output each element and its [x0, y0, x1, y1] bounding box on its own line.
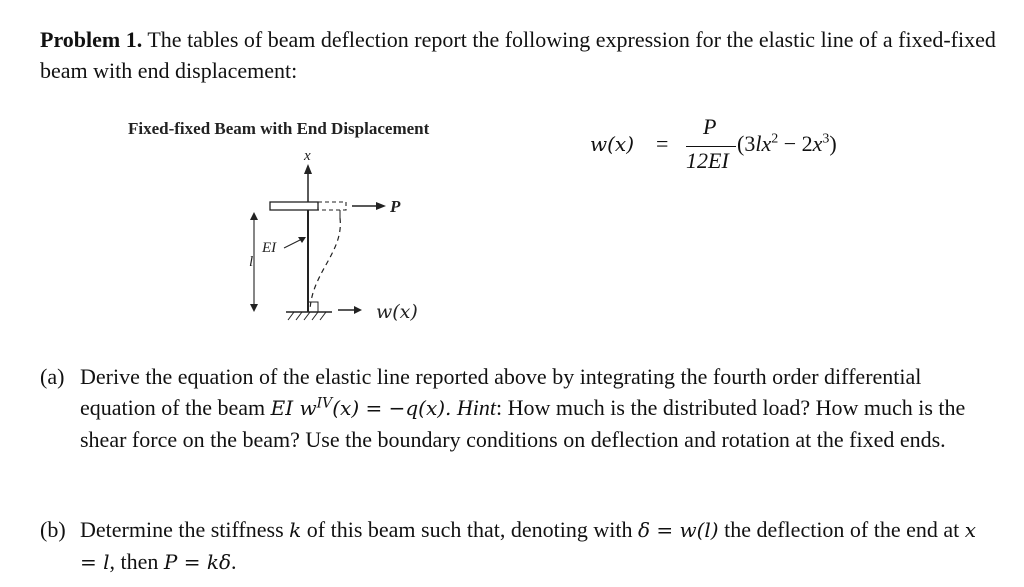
poly-close: )	[829, 131, 837, 156]
x-axis-arrowhead	[304, 164, 312, 174]
load-arrowhead	[376, 202, 386, 210]
equation-equals: =	[656, 131, 669, 156]
elastic-line-equation	[590, 114, 910, 184]
poly-minus: − 2	[778, 131, 813, 156]
part-b-text4: , then	[109, 549, 164, 574]
figure-title: Fixed-fixed Beam with End Displacement	[128, 119, 430, 138]
beam-diagram	[240, 142, 460, 332]
problem-heading: Problem 1.	[40, 27, 143, 52]
bottom-corner	[308, 302, 318, 312]
part-a-math-sup: IV	[316, 395, 333, 412]
part-a-text2: : How much is the distributed load? How much is the shear force on the beam? Use the boundary conditions on deflection and rotation at the fixed ends.	[80, 395, 966, 452]
part-b-text1: Determine the stiffness	[80, 517, 290, 542]
part-a-text	[80, 361, 990, 455]
fraction-bar	[686, 146, 736, 147]
part-b-label: (b)	[40, 517, 66, 542]
equation-lhs: w(x)	[590, 132, 635, 156]
part-a-math-ei: EI w	[270, 396, 317, 420]
part-b-math-p: P = kδ	[163, 550, 231, 574]
problem-intro: The tables of beam deflection report the following expression for the elastic line of a fixed-fixed beam with end displacement:	[40, 27, 996, 83]
part-b-text	[80, 514, 990, 578]
axis-label-x: x	[304, 148, 311, 164]
part-b-math-x: x = l	[80, 518, 977, 574]
poly-term1-exp: 2	[771, 131, 779, 147]
part-a-math	[271, 396, 452, 420]
poly-term1: lx	[755, 131, 772, 156]
fraction-numerator: P	[703, 114, 717, 139]
part-a-hint: Hint	[456, 395, 497, 420]
beam-deformed	[310, 218, 340, 310]
part-b-text5: .	[231, 549, 237, 574]
top-support	[270, 202, 318, 210]
equation-polynomial	[737, 131, 837, 157]
length-label: l	[249, 254, 254, 270]
deflection-label: w(x)	[376, 301, 418, 323]
length-dim-top-arrow	[250, 212, 258, 220]
ground-hatch	[288, 312, 326, 320]
part-b-text3: the deflection of the end at	[718, 517, 965, 542]
part-a	[40, 361, 990, 455]
part-b-text2: of this beam such that, denoting with	[301, 517, 638, 542]
part-b-math-delta: δ = w(l)	[637, 518, 719, 542]
top-support-displaced	[318, 202, 346, 210]
poly-term2-exp: 3	[822, 131, 830, 147]
poly-term2: x	[812, 131, 823, 156]
length-dim-bottom-arrow	[250, 304, 258, 312]
part-a-math-rest: (x) = −q(x).	[332, 396, 452, 420]
problem-statement	[40, 24, 1010, 86]
part-a-text1: Derive the equation of the elastic line reported above by integrating the fourth order differential equation of the beam	[80, 364, 922, 420]
part-a-label: (a)	[40, 364, 65, 389]
part-b	[40, 514, 990, 578]
deflection-arrowhead	[354, 306, 362, 314]
part-b-math-k: k	[289, 518, 302, 542]
stiffness-label: EI	[262, 240, 277, 256]
poly-open: (3	[737, 131, 756, 156]
fraction-denominator: 12EI	[686, 148, 729, 173]
load-label: P	[390, 197, 401, 216]
